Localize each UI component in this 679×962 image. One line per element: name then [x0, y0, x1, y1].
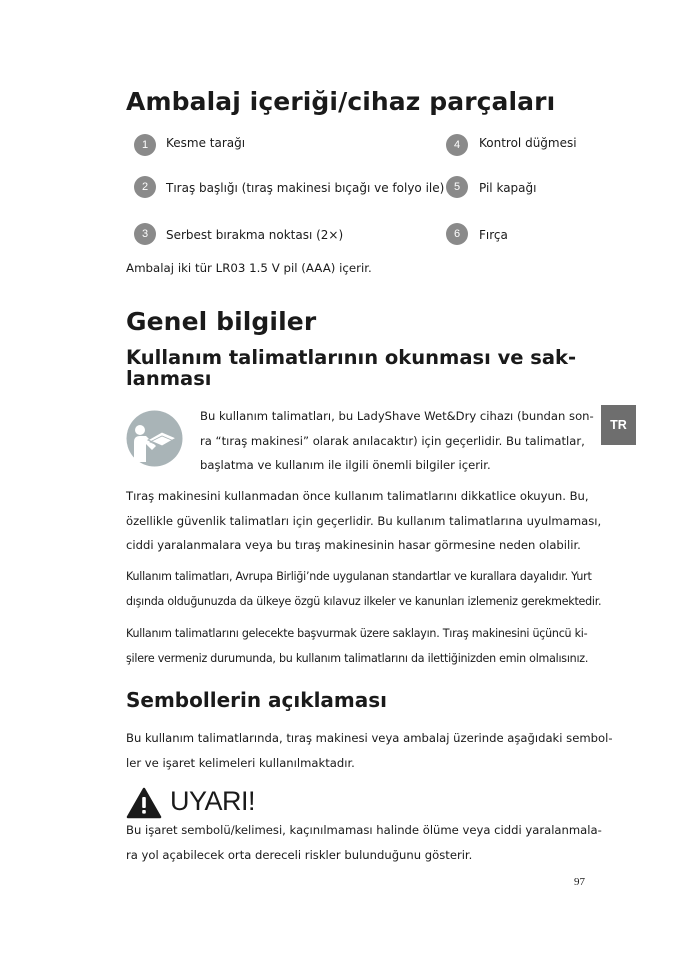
symbols-title: Sembollerin açıklaması: [126, 688, 388, 712]
part-label-2: Tıraş başlığı (tıraş makinesi bıçağı ve folyo ile): [166, 181, 445, 195]
part-number-6: 6: [446, 223, 468, 245]
part-number-5: 5: [446, 176, 468, 198]
paragraph-line: Bu işaret sembolü/kelimesi, kaçınılmaması halinde ölüme veya ciddi yaralanmala-: [126, 823, 602, 837]
paragraph-eu-standards: [126, 565, 601, 614]
paragraph-line: şilere vermeniz durumunda, bu kullanım talimatlarını da ilettiğinizden emin olmalısınız.: [126, 651, 589, 665]
part-number-2: 2: [134, 176, 156, 198]
language-tab: TR: [601, 405, 636, 445]
part-label-6: Fırça: [479, 228, 508, 242]
part-label-3: Serbest bırakma noktası (2×): [166, 228, 344, 242]
read-instructions-heading-line2: lanması: [126, 367, 212, 390]
paragraph-line: dışında olduğunuzda da ülkeye özgü kılavuz ilkeler ve kanunları izlemeniz gerekmektedir.: [126, 594, 602, 608]
package-contents-title: Ambalaj içeriği/cihaz parçaları: [126, 87, 556, 116]
paragraph-read-carefully: [126, 484, 601, 558]
part-number-3: 3: [134, 223, 156, 245]
paragraph-line: özellikle güvenlik talimatları için geçerlidir. Bu kullanım talimatlarına uyulmaması,: [126, 513, 602, 528]
read-manual-icon: [126, 410, 183, 467]
read-instructions-heading-line1: Kullanım talimatlarının okunması ve sak-: [126, 346, 577, 369]
intro-line: Bu kullanım talimatları, bu LadyShave Wet&Dry cihazı (bundan son-: [200, 409, 594, 423]
paragraph-line: Tıraş makinesini kullanmadan önce kullanım talimatlarını dikkatlice okuyun. Bu,: [126, 489, 589, 503]
part-number-4: 4: [446, 134, 468, 156]
paragraph-keep-instructions: [126, 622, 588, 671]
warning-triangle-icon: [126, 787, 162, 819]
intro-line: başlatma ve kullanım ile ilgili önemli bilgiler içerir.: [200, 458, 491, 472]
warning-description: [126, 818, 602, 867]
general-info-title: Genel bilgiler: [126, 307, 317, 336]
part-number-1: 1: [134, 134, 156, 156]
page-number: 97: [574, 876, 585, 888]
paragraph-line: ler ve işaret kelimeleri kullanılmaktadır.: [126, 755, 355, 770]
symbols-paragraph: [126, 726, 613, 775]
paragraph-line: Kullanım talimatları, Avrupa Birliği’nde uygulanan standartlar ve kurallara dayalıdır. Yurt: [126, 570, 592, 583]
part-label-4: Kontrol düğmesi: [479, 136, 577, 150]
intro-line: ra “tıraş makinesi” olarak anılacaktır) için geçerlidir. Bu talimatlar,: [200, 433, 585, 448]
warning-label: UYARI!: [170, 786, 256, 816]
paragraph-line: ciddi yaralanmalara veya bu tıraş makinesinin hasar görmesine neden olabilir.: [126, 538, 581, 552]
intro-paragraph: [200, 404, 594, 478]
read-instructions-heading: [126, 347, 576, 389]
package-note: Ambalaj iki tür LR03 1.5 V pil (AAA) içerir.: [126, 261, 372, 275]
paragraph-line: Bu kullanım talimatlarında, tıraş makinesi veya ambalaj üzerinde aşağıdaki sembol-: [126, 731, 613, 745]
paragraph-line: ra yol açabilecek orta dereceli riskler bulunduğunu gösterir.: [126, 847, 473, 862]
paragraph-line: Kullanım talimatlarını gelecekte başvurmak üzere saklayın. Tıraş makinesini üçüncü ki-: [126, 627, 588, 640]
part-label-1: Kesme tarağı: [166, 136, 246, 150]
part-label-5: Pil kapağı: [479, 181, 537, 195]
